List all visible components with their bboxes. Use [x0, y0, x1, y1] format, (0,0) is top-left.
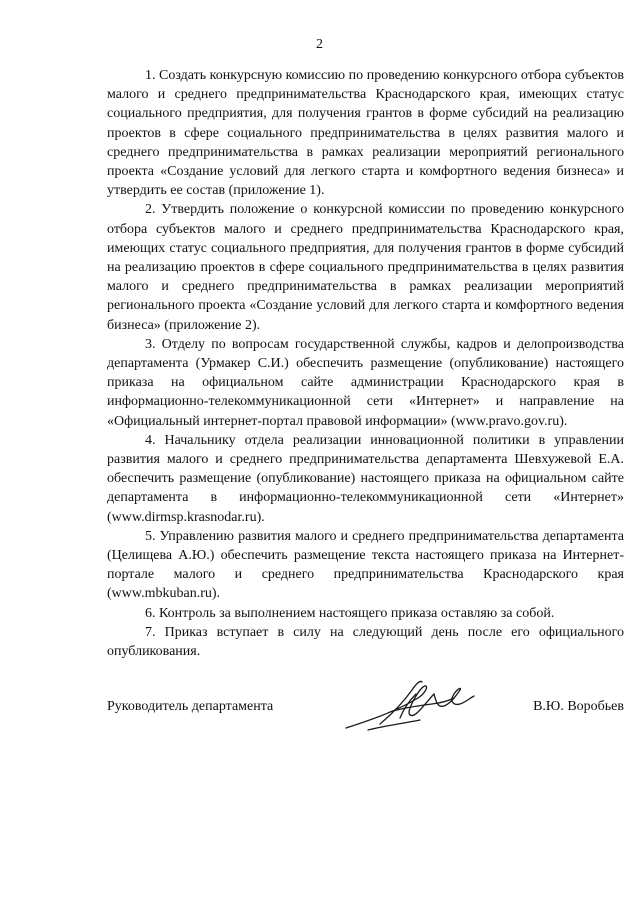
- paragraph-1: 1. Создать конкурсную комиссию по проведению конкурсного отбора субъектов малого и среднего предпринимательства Краснодарского края, имеющих статус социального предприятия, для получения грантов в форме субсидий на реализацию проектов в сфере социального предпринимательства в целях развития малого и среднего предпринимательства в рамках реализации мероприятий регионального проекта «Создание условий для легкого старта и комфортного ведения бизнеса» и утвердить ее состав (приложение 1).: [107, 68, 624, 199]
- paragraph-4: 4. Начальнику отдела реализации инновационной политики в управлении развития малого и среднего предпринимательства департамента Шевхужевой Е.А. обеспечить размещение (опубликование) настоящего приказа на официальном сайте департамента в информационно-телекоммуникационной сети «Интернет» (www.dirmsp.krasnodar.ru).: [107, 432, 624, 525]
- handwritten-signature: [340, 668, 480, 738]
- page-number: 2: [316, 37, 323, 52]
- paragraph-3: 3. Отделу по вопросам государственной службы, кадров и делопроизводства департамента (Урмакер С.И.) обеспечить размещение (опубликование) настоящего приказа на официальном сайте администрации Краснодарского края в информационно-телекоммуникационной сети «Интернет» и направление на «Официальный интернет-портал правовой информации» (www.pravo.gov.ru).: [107, 336, 624, 429]
- paragraph-2: 2. Утвердить положение о конкурсной комиссии по проведению конкурсного отбора субъектов малого и среднего предпринимательства Краснодарского края, имеющих статус социального предприятия, для получения грантов в форме субсидий на реализацию проектов в сфере социального предпринимательства в целях развития малого и среднего предпринимательства в рамках реализации мероприятий регионального проекта «Создание условий для легкого старта и комфортного ведения бизнеса» (приложение 2).: [107, 202, 624, 333]
- paragraph-5: 5. Управлению развития малого и среднего предпринимательства департамента (Целищева А.Ю.) обеспечить размещение текста настоящего приказа на Интернет-портале малого и среднего предпринимательства Краснодарского края (www.mbkuban.ru).: [107, 528, 624, 602]
- paragraph-7: 7. Приказ вступает в силу на следующий день после его официального опубликования.: [107, 624, 624, 660]
- signatory-position: Руководитель департамента: [107, 699, 274, 714]
- document-body: [107, 66, 624, 661]
- paragraph-6: 6. Контроль за выполнением настоящего приказа оставляю за собой.: [145, 605, 555, 621]
- signatory-name: В.Ю. Воробьев: [533, 699, 624, 714]
